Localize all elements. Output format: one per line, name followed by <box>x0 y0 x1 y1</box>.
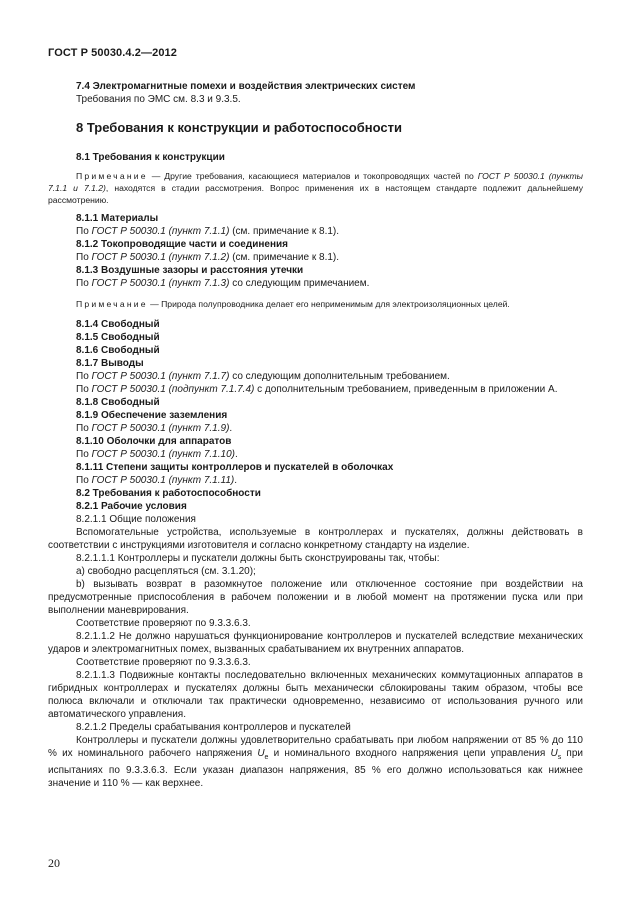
section-8-2-title: 8.2 Требования к работоспособности <box>76 488 261 499</box>
section-8-2-1-1-title: 8.2.1.1 Общие положения <box>76 514 196 525</box>
section-8-1-9-title: 8.1.9 Обеспечение заземления <box>76 410 228 421</box>
section-8 <box>48 121 583 134</box>
section-8-2-1-2-title: 8.2.1.2 Пределы срабатывания контроллеров и пускателей <box>76 722 351 733</box>
sections-8-1-1-to-8-1-3 <box>48 212 583 290</box>
check-note-1: Соответствие проверяют по 9.3.3.6.3. <box>76 618 251 629</box>
section-8-1-7-line2: По ГОСТ Р 50030.1 (подпункт 7.1.7.4) с дополнительным требованием, приведенным в приложении А. <box>76 384 558 395</box>
section-8-2-1-1-1-para: 8.2.1.1.1 Контроллеры и пускатели должны быть сконструированы так, чтобы: <box>76 553 440 564</box>
section-8-1-1-title: 8.1.1 Материалы <box>76 213 159 224</box>
section-8-1-1-text: По ГОСТ Р 50030.1 (пункт 7.1.1) (см. примечание к 8.1). <box>76 226 340 237</box>
section-8-1-3-note <box>48 298 583 310</box>
document-code-header: ГОСТ Р 50030.4.2—2012 <box>48 47 177 59</box>
note-text-continued: , находятся в стадии рассмотрения. Вопрос применения их в настоящем стандарте подлежит дальнейшему рассмотрению. <box>48 183 583 205</box>
section-8-1-11-title: 8.1.11 Степени защиты контроллеров и пускателей в оболочках <box>76 462 394 473</box>
section-8-1-note <box>48 170 583 206</box>
section-8-1-7-title: 8.1.7 Выводы <box>76 358 144 369</box>
section-7-4-text: Требования по ЭМС см. 8.3 и 9.3.5. <box>76 94 241 105</box>
sections-8-1-4-to-8-1-7 <box>48 318 583 790</box>
page-number: 20 <box>48 856 60 870</box>
section-8-1-3-title: 8.1.3 Воздушные зазоры и расстояния утечки <box>76 265 304 276</box>
list-item-b: b) вызывать возврат в разомкнутое положение или отключенное состояние при воздействии на предусмотренные приспособления в рабочем положении и в любой момент на протяжении пуска или при выполнении маневрирования. <box>48 579 583 616</box>
note-reference: ГОСТ Р 50030.1 (пункты 7.1.1 и 7.1.2) <box>48 171 583 193</box>
section-8-2-1-1-3-para: 8.2.1.1.3 Подвижные контакты последовательно включенных механических коммутационных аппаратов в гибридных контроллерах и пускателях должны быть механически сблокированы таким образом, чтобы все полюса включали и отключали так практически одновременно, независимо от использования ручного или автоматического управления. <box>48 670 583 720</box>
note-text: — Природа полупроводника делает его неприменимым для электроизоляционных целей. <box>147 299 510 309</box>
section-8-1-6-title: 8.1.6 Свободный <box>76 345 160 356</box>
section-8-1-11-text: По ГОСТ Р 50030.1 (пункт 7.1.11). <box>76 475 238 486</box>
section-8-1-3-text: По ГОСТ Р 50030.1 (пункт 7.1.3) со следующим примечанием. <box>76 278 370 289</box>
section-8-1-10-text: По ГОСТ Р 50030.1 (пункт 7.1.10). <box>76 449 238 460</box>
section-8-2-1-1-para: Вспомогательные устройства, используемые в контроллерах и пускателях, должны действовать в соответствии с инструкциями изготовителя и согласно конкретному стандарту на изделие. <box>48 527 583 551</box>
section-8-1-7-line1: По ГОСТ Р 50030.1 (пункт 7.1.7) со следующим дополнительным требованием. <box>76 371 450 382</box>
section-8-1-9-text: По ГОСТ Р 50030.1 (пункт 7.1.9). <box>76 423 233 434</box>
note-label: Примечание <box>76 171 148 181</box>
section-8-1-4-title: 8.1.4 Свободный <box>76 319 160 330</box>
check-note-2: Соответствие проверяют по 9.3.3.6.3. <box>76 657 251 668</box>
section-7-4 <box>48 80 583 106</box>
section-7-4-title: 7.4 Электромагнитные помехи и воздействия электрических систем <box>76 81 416 92</box>
section-8-2-1-title: 8.2.1 Рабочие условия <box>76 501 187 512</box>
note-label: Примечание <box>76 299 148 309</box>
section-8-title: 8 Требования к конструкции и работоспособности <box>76 120 402 135</box>
list-item-a: a) свободно расцепляться (см. 3.1.20); <box>76 566 256 577</box>
section-8-1-2-title: 8.1.2 Токопроводящие части и соединения <box>76 239 288 250</box>
note-text: — Другие требования, касающиеся материалов и токопроводящих частей по <box>147 171 478 181</box>
section-8-1-2-text: По ГОСТ Р 50030.1 (пункт 7.1.2) (см. примечание к 8.1). <box>76 252 340 263</box>
section-8-1 <box>48 151 583 164</box>
section-8-1-title: 8.1 Требования к конструкции <box>76 152 225 163</box>
section-8-2-1-1-2-para: 8.2.1.1.2 Не должно нарушаться функционирование контроллеров и пускателей вследствие механических ударов и электромагнитных помех, вызванных срабатыванием их внутренних аппаратов. <box>48 631 583 655</box>
section-8-1-10-title: 8.1.10 Оболочки для аппаратов <box>76 436 232 447</box>
section-8-2-1-2-para: Контроллеры и пускатели должны удовлетворительно срабатывать при любом напряжении от 85 % до 110 % их номинального рабочего напряжения $U_e$ и номинального входного напряжения цепи управления $U_s$ при испытаниях по 9.3.3.6.3. Если указан диапазон напряжения, 85 % его должно использоваться как нижнее значение и 110 % — как верхнее. <box>48 735 583 789</box>
section-8-1-5-title: 8.1.5 Свободный <box>76 332 160 343</box>
section-8-1-8-title: 8.1.8 Свободный <box>76 397 160 408</box>
